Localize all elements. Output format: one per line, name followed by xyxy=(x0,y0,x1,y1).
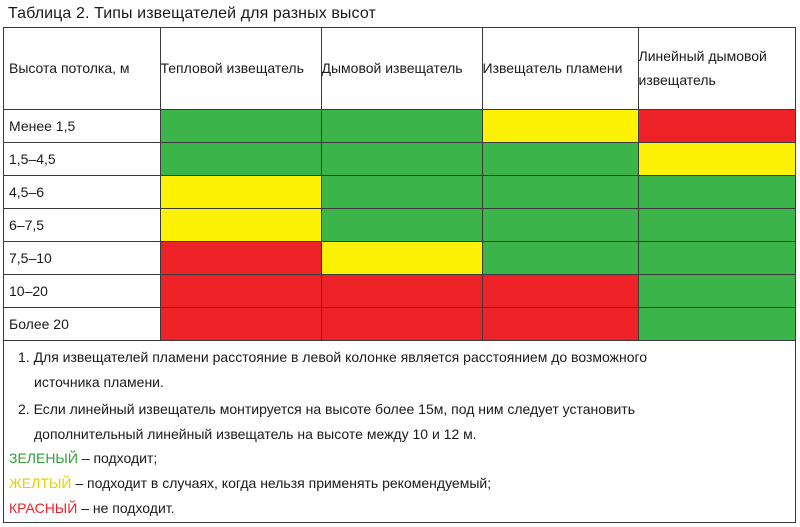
suitability-cell-linear-smoke-detector-green xyxy=(638,241,795,274)
suitability-cell-heat-detector-red xyxy=(160,307,321,340)
row-label-ceiling-height: 10–20 xyxy=(4,274,160,307)
table-row xyxy=(4,241,795,274)
suitability-cell-smoke-detector-green xyxy=(321,142,482,175)
note-1-line-2: источника пламени. xyxy=(34,374,164,390)
suitability-cell-flame-detector-green xyxy=(482,142,638,175)
legend-yellow-text: – подходит в случаях, когда нельзя применять рекомендуемый; xyxy=(71,475,492,491)
legend-yellow xyxy=(9,471,491,496)
suitability-cell-linear-smoke-detector-green xyxy=(638,175,795,208)
table-row xyxy=(4,208,795,241)
suitability-cell-linear-smoke-detector-green xyxy=(638,307,795,340)
legend-yellow-word: ЖЕЛТЫЙ xyxy=(9,475,72,491)
suitability-cell-heat-detector-green xyxy=(160,142,321,175)
table-row xyxy=(4,142,795,175)
suitability-cell-smoke-detector-green xyxy=(321,109,482,142)
suitability-cell-flame-detector-red xyxy=(482,274,638,307)
suitability-cell-heat-detector-yellow xyxy=(160,175,321,208)
legend-green-text: – подходит; xyxy=(77,450,158,466)
suitability-cell-linear-smoke-detector-yellow xyxy=(638,142,795,175)
detector-table xyxy=(4,28,795,341)
header-flame-detector: Извещатель пламени xyxy=(482,28,638,109)
suitability-cell-smoke-detector-red xyxy=(321,307,482,340)
row-label-ceiling-height: 7,5–10 xyxy=(4,241,160,274)
suitability-cell-flame-detector-green xyxy=(482,241,638,274)
row-label-ceiling-height: 1,5–4,5 xyxy=(4,142,160,175)
table-row xyxy=(4,109,795,142)
detector-table-frame xyxy=(3,27,796,523)
suitability-cell-flame-detector-yellow xyxy=(482,109,638,142)
header-ceiling-height: Высота потолка, м xyxy=(4,28,160,109)
row-label-ceiling-height: Более 20 xyxy=(4,307,160,340)
suitability-cell-smoke-detector-green xyxy=(321,208,482,241)
suitability-cell-heat-detector-green xyxy=(160,109,321,142)
suitability-cell-flame-detector-green xyxy=(482,175,638,208)
header-linear-smoke-detector: Линейный дымовой извещатель xyxy=(638,28,795,109)
legend-red-word: КРАСНЫЙ xyxy=(9,500,78,516)
table-row xyxy=(4,307,795,340)
note-2-line-2: дополнительный линейный извещатель на высоте между 10 и 12 м. xyxy=(34,426,477,442)
legend-red-text: – не подходит. xyxy=(77,500,175,516)
suitability-cell-smoke-detector-yellow xyxy=(321,241,482,274)
notes-section xyxy=(4,341,795,522)
legend-red xyxy=(9,496,175,521)
row-label-ceiling-height: 4,5–6 xyxy=(4,175,160,208)
note-1-line-1: 1. Для извещателей пламени расстояние в левой колонке является расстоянием до возможного xyxy=(18,349,648,365)
suitability-cell-heat-detector-red xyxy=(160,241,321,274)
suitability-cell-smoke-detector-green xyxy=(321,175,482,208)
header-row xyxy=(4,28,795,109)
suitability-cell-linear-smoke-detector-green xyxy=(638,208,795,241)
suitability-cell-heat-detector-yellow xyxy=(160,208,321,241)
table-row xyxy=(4,175,795,208)
suitability-cell-heat-detector-red xyxy=(160,274,321,307)
legend-green-word: ЗЕЛЕНЫЙ xyxy=(9,450,78,466)
table-title: Таблица 2. Типы извещателей для разных высот xyxy=(8,5,376,22)
row-label-ceiling-height: 6–7,5 xyxy=(4,208,160,241)
suitability-cell-smoke-detector-red xyxy=(321,274,482,307)
header-heat-detector: Тепловой извещатель xyxy=(160,28,321,109)
legend-green xyxy=(9,446,157,471)
header-smoke-detector: Дымовой извещатель xyxy=(321,28,482,109)
suitability-cell-flame-detector-green xyxy=(482,208,638,241)
note-2-line-1: 2. Если линейный извещатель монтируется на высоте более 15м, под ним следует установить xyxy=(18,401,635,417)
suitability-cell-linear-smoke-detector-green xyxy=(638,274,795,307)
suitability-cell-linear-smoke-detector-red xyxy=(638,109,795,142)
row-label-ceiling-height: Менее 1,5 xyxy=(4,109,160,142)
table-row xyxy=(4,274,795,307)
suitability-cell-flame-detector-red xyxy=(482,307,638,340)
